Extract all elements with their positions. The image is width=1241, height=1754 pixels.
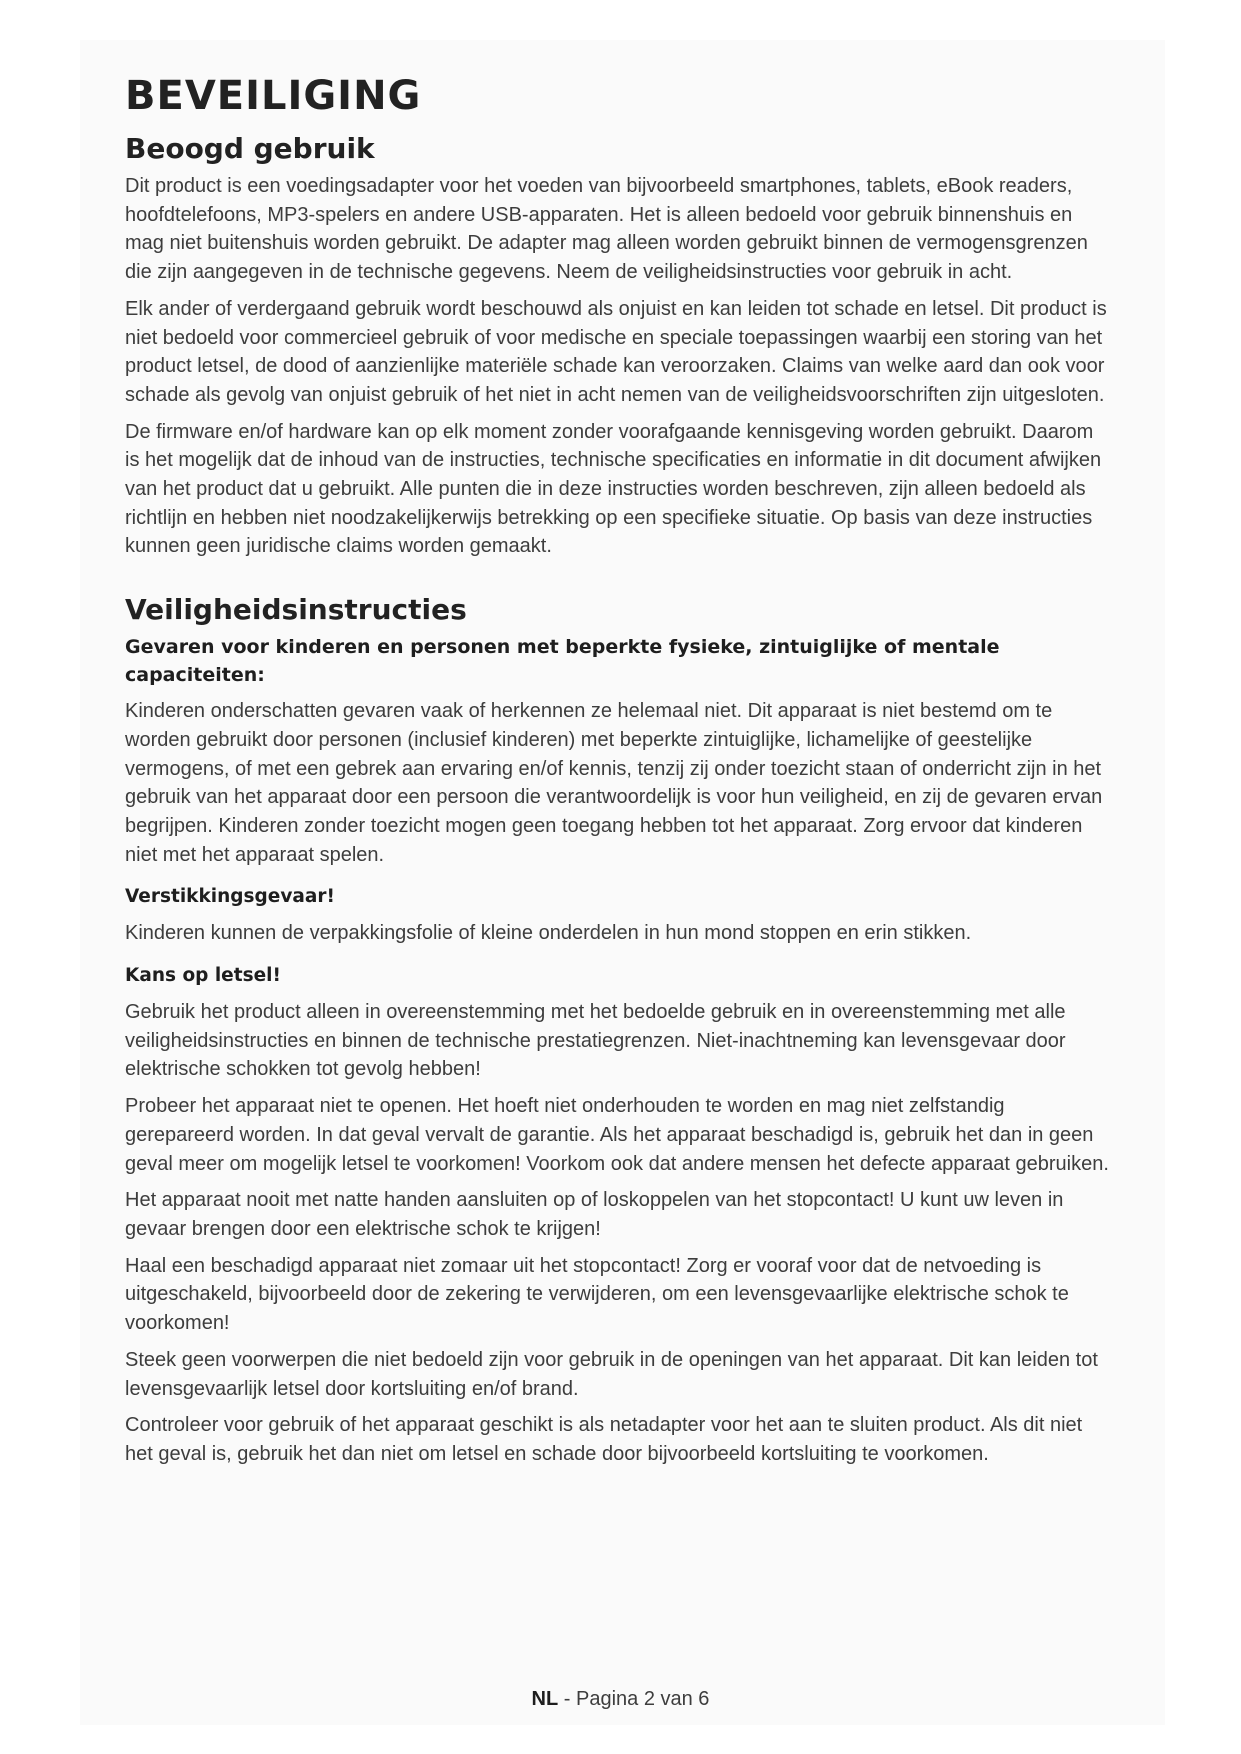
paragraph: Controleer voor gebruik of het apparaat geschikt is als netadapter voor het aan te sluiten product. Als dit niet het geval is, gebruik het dan niet om letsel en schade door bijvoorbeeld kortsluiting te voorkomen.	[125, 1414, 1083, 1465]
paragraph: Elk ander of verdergaand gebruik wordt beschouwd als onjuist en kan leiden tot schade en letsel. Dit product is niet bedoeld voor commercieel gebruik of voor medische en speciale toepassingen waarbij een storing van het product letsel, de dood of aanzienlijke materiële schade kan veroorzaken. Claims van welke aard dan ook voor schade als gevolg van onjuist gebruik of het niet in acht nemen van de veiligheidsvoorschriften zijn uitgesloten.	[125, 297, 1107, 406]
subheading-injury-risk: Kans op letsel!	[125, 965, 281, 987]
page-footer	[0, 1688, 1241, 1711]
language-code: NL	[531, 1688, 559, 1710]
page-title: BEVEILIGING	[125, 73, 422, 119]
paragraph: De firmware en/of hardware kan op elk moment zonder voorafgaande kennisgeving worden gebruikt. Daarom is het mogelijk dat de inhoud van de instructies, technische specificaties en informatie in dit document afwijken van het product dat u gebruikt. Alle punten die in deze instructies worden beschreven, zijn alleen bedoeld als richtlijn en hebben niet noodzakelijkerwijs betrekking op een specifieke situatie. Op basis van deze instructies kunnen geen juridische claims worden gemaakt.	[125, 420, 1102, 558]
section-heading-safety-instructions: Veiligheidsinstructies	[125, 593, 467, 627]
paragraph: Haal een beschadigd apparaat niet zomaar uit het stopcontact! Zorg er vooraf voor dat de netvoeding is uitgeschakeld, bijvoorbeeld door de zekering te verwijderen, om een levensgevaarlijke elektrische schok te voorkomen!	[125, 1254, 1069, 1335]
paragraph: Kinderen onderschatten gevaren vaak of herkennen ze helemaal niet. Dit apparaat is niet bestemd om te worden gebruikt door personen (inclusief kinderen) met beperkte zintuiglijke, lichamelijke of geestelijke vermogens, of met een gebrek aan ervaring en/of kennis, tenzij zij onder toezicht staan of onderricht zijn in het gebruik van het apparaat door een persoon die verantwoordelijk is voor hun veiligheid, en zij de gevaren ervan begrijpen. Kinderen zonder toezicht mogen geen toegang hebben tot het apparaat. Zorg ervoor dat kinderen niet met het apparaat spelen.	[125, 700, 1103, 866]
paragraph: Het apparaat nooit met natte handen aansluiten op of loskoppelen van het stopcontact! U kunt uw leven in gevaar brengen door een elektrische schok te krijgen!	[125, 1189, 1064, 1240]
subheading-children-hazards: Gevaren voor kinderen en personen met beperkte fysieke, zintuiglijke of mentale capaciteiten:	[125, 636, 1000, 687]
paragraph: Steek geen voorwerpen die niet bedoeld zijn voor gebruik in de openingen van het apparaat. Dit kan leiden tot levensgevaarlijk letsel door kortsluiting en/of brand.	[125, 1348, 1098, 1400]
paragraph: Kinderen kunnen de verpakkingsfolie of kleine onderdelen in hun mond stoppen en erin stikken.	[125, 922, 972, 945]
section-heading-intended-use: Beoogd gebruik	[125, 132, 375, 165]
page-number: - Pagina 2 van 6	[558, 1688, 710, 1710]
paragraph: Dit product is een voedingsadapter voor het voeden van bijvoorbeeld smartphones, tablets, eBook readers, hoofdtelefoons, MP3-spelers en andere USB-apparaten. Het is alleen bedoeld voor gebruik binnenshuis en mag niet buitenshuis worden gebruikt. De adapter mag alleen worden gebruikt binnen de vermogensgrenzen die zijn aangegeven in de technische gegevens. Neem de veiligheidsinstructies voor gebruik in acht.	[125, 175, 1088, 284]
paragraph: Probeer het apparaat niet te openen. Het hoeft niet onderhouden te worden en mag niet zelfstandig gerepareerd worden. In dat geval vervalt de garantie. Als het apparaat beschadigd is, gebruik het dan in geen geval meer om mogelijk letsel te voorkomen! Voorkom ook dat andere mensen het defecte apparaat gebruiken.	[125, 1095, 1109, 1175]
subheading-choking-hazard: Verstikkingsgevaar!	[125, 886, 335, 908]
document-body	[125, 70, 1110, 1477]
paragraph: Gebruik het product alleen in overeenstemming met het bedoelde gebruik en in overeenstemming met alle veiligheidsinstructies en binnen de technische prestatiegrenzen. Niet-inachtneming kan levensgevaar door elektrische schokken tot gevolg hebben!	[125, 1001, 1066, 1081]
